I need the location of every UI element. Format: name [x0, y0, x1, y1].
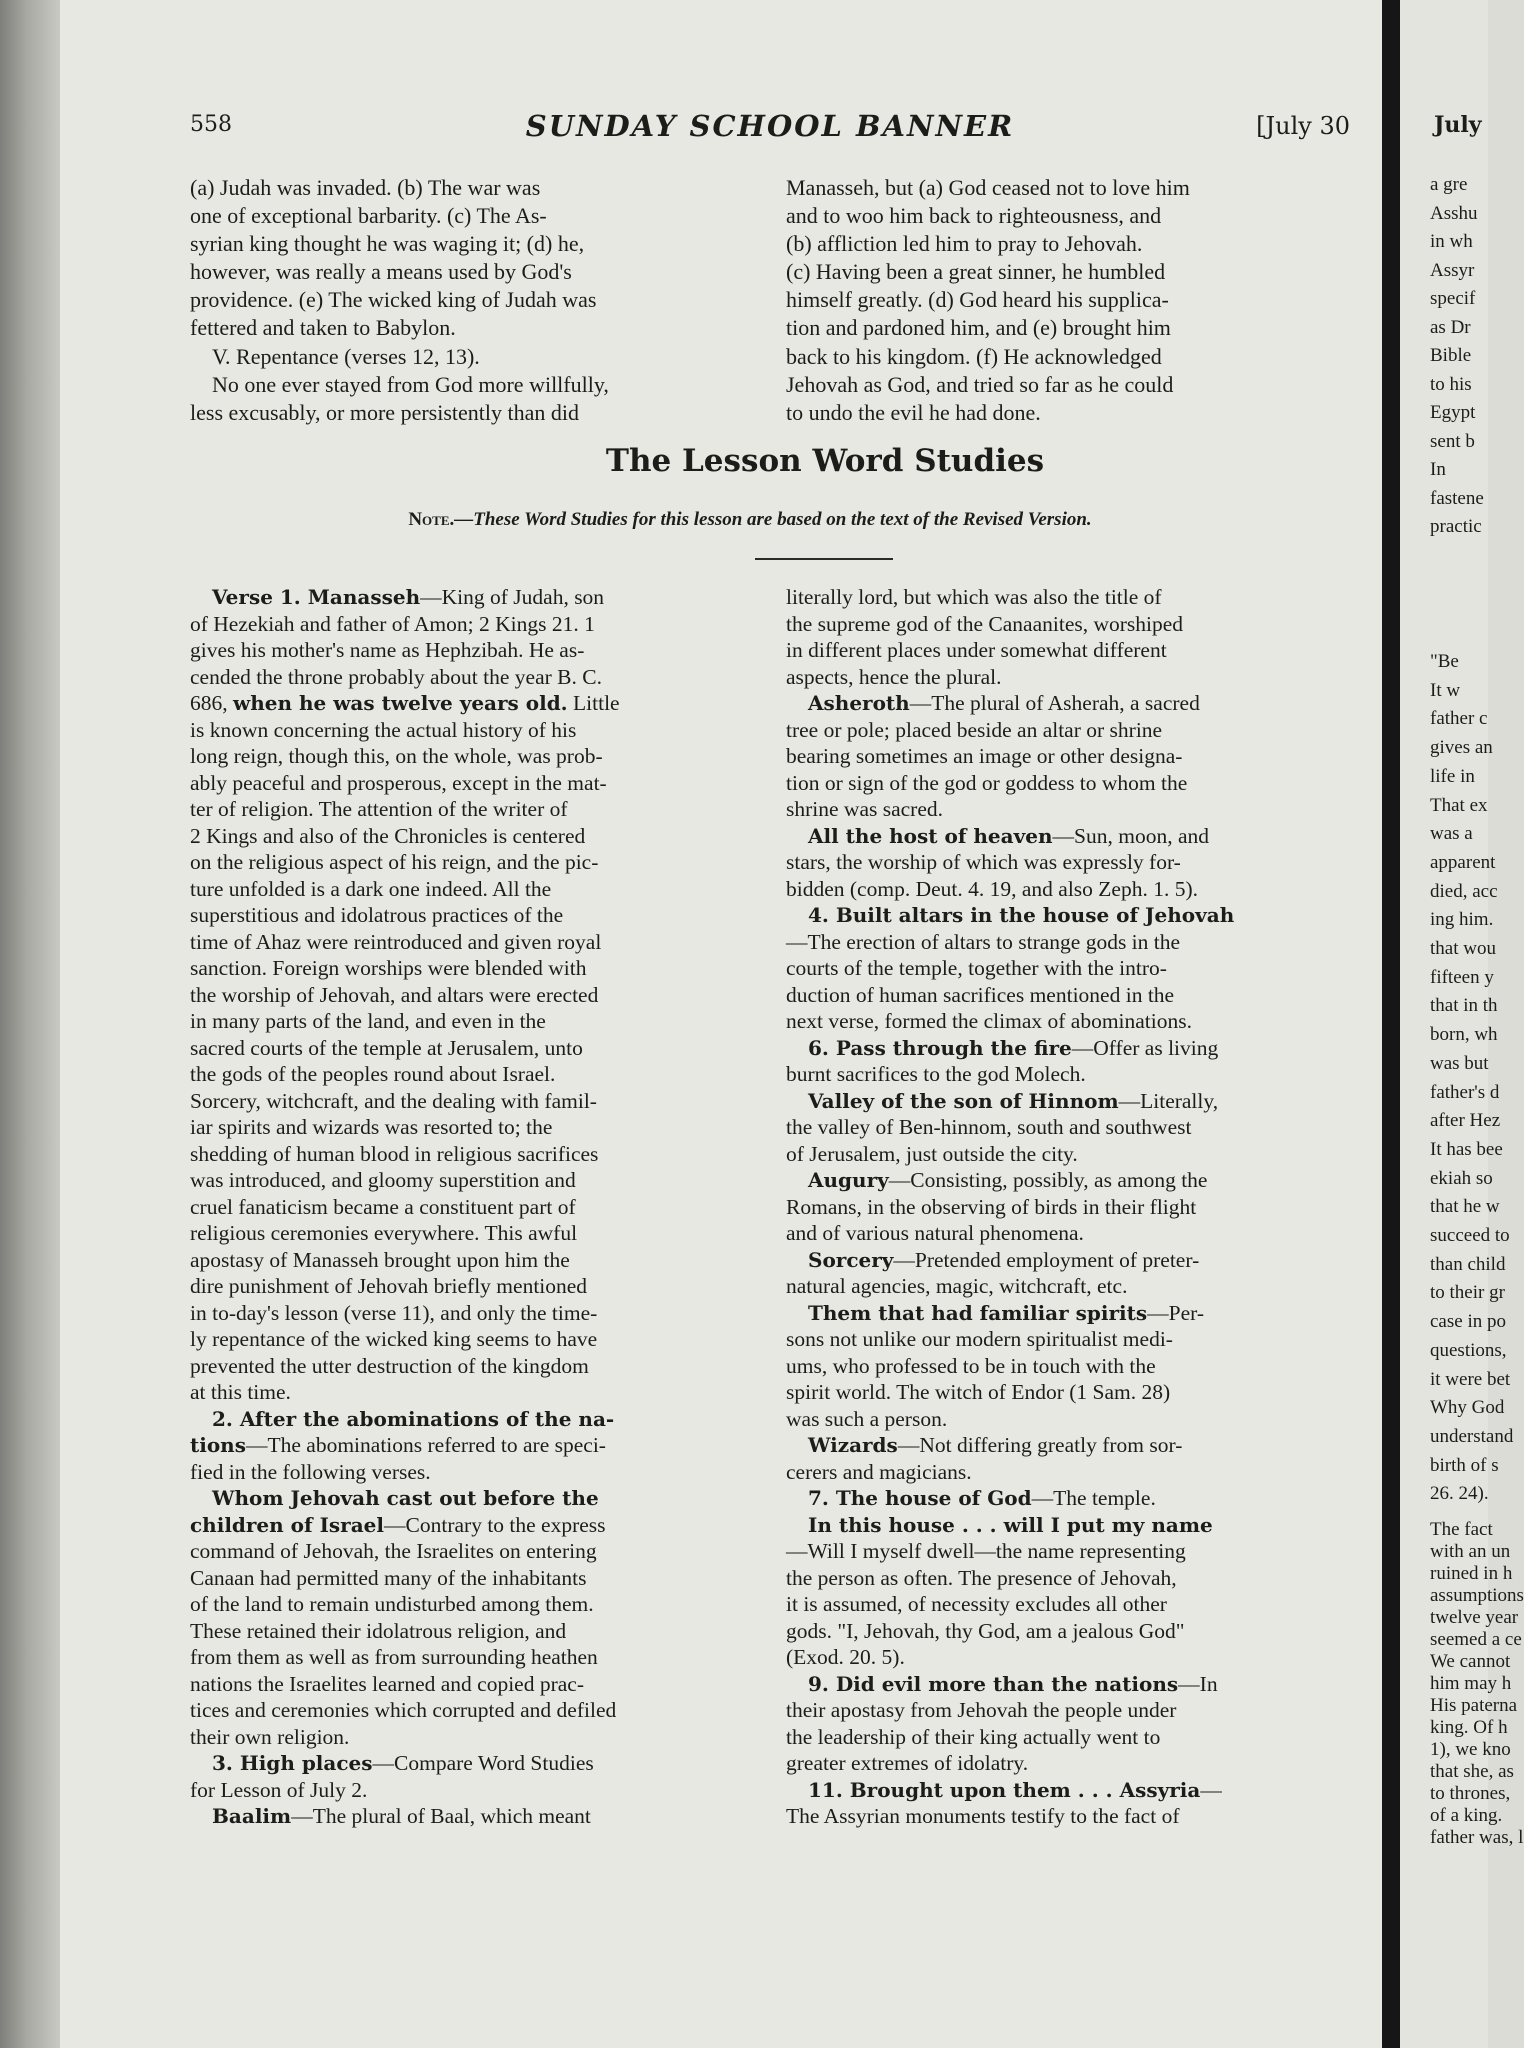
text-line: at this time.	[190, 1380, 291, 1404]
facing-text-fragment: that in th	[1430, 995, 1498, 1016]
text-line: in many parts of the land, and even in the	[190, 1009, 546, 1033]
commentary-left-column	[190, 174, 750, 427]
text-line: however, was really a means used by God's	[190, 259, 572, 285]
text-line: apostasy of Manasseh brought upon him the	[190, 1247, 570, 1272]
facing-text-fragment: king. Of h	[1430, 1717, 1508, 1738]
text-line: shrine was sacred.	[786, 797, 944, 821]
text-line: the person as often. The presence of Jehovah,	[786, 1565, 1177, 1590]
text-line: bearing sometimes an image or other designa-	[786, 744, 1183, 768]
text-line: cerers and magicians.	[786, 1459, 972, 1484]
facing-text-fragment: specif	[1430, 288, 1476, 309]
facing-text-fragment: ruined in h	[1430, 1563, 1513, 1584]
text-line: is known concerning the actual history of his	[190, 717, 577, 742]
text-line: to undo the evil he had done.	[786, 399, 1041, 425]
text-line: nations the Israelites learned and copied prac-	[190, 1671, 584, 1696]
text-line: and of various natural phenomena.	[786, 1221, 1084, 1245]
text-line: cended the throne probably about the year B. C.	[190, 664, 602, 689]
facing-text-fragment: apparent	[1430, 852, 1496, 873]
page-gutter	[1382, 0, 1400, 2048]
headword: Them that had familiar spirits	[808, 1300, 1148, 1325]
text-line: for Lesson of July 2.	[190, 1777, 368, 1802]
headword: Augury	[808, 1168, 889, 1192]
text-line: tree or pole; placed beside an altar or shrine	[786, 717, 1163, 742]
text-line: time of Ahaz were reintroduced and given royal	[190, 929, 602, 954]
text-line: on the religious aspect of his reign, and the pic-	[190, 850, 599, 874]
text-line: himself greatly. (d) God heard his supplica-	[786, 287, 1169, 313]
text-line: Valley of the son of Hinnom—Literally,	[808, 1088, 1219, 1113]
facing-text-fragment: The fact	[1430, 1519, 1493, 1540]
text-line: ture unfolded is a dark one indeed. All the	[190, 876, 552, 901]
text-line: spirit world. The witch of Endor (1 Sam. 28)	[786, 1380, 1171, 1404]
text-line: of Hezekiah and father of Amon; 2 Kings 21. 1	[190, 611, 595, 636]
text-line: back to his kingdom. (f) He acknowledged	[786, 343, 1162, 369]
headword: 7. The house of God	[808, 1486, 1032, 1510]
facing-text-fragment: Egypt	[1430, 402, 1476, 423]
headword: Whom Jehovah cast out before the	[212, 1486, 599, 1510]
text-line: All the host of heaven—Sun, moon, and	[808, 823, 1209, 848]
facing-text-fragment: practic	[1430, 516, 1482, 537]
facing-text-fragment: died, acc	[1430, 881, 1498, 902]
text-line: long reign, though this, on the whole, was prob-	[190, 744, 603, 768]
text-line: 686, when he was twelve years old. Little	[190, 691, 620, 715]
facing-text-fragment: "Be	[1430, 651, 1459, 672]
word-studies-right-column	[786, 584, 1346, 1830]
text-line: 11. Brought upon them . . . Assyria—	[808, 1777, 1222, 1802]
facing-text-fragment: ekiah so	[1430, 1168, 1493, 1189]
text-line: less excusably, or more persistently than did	[190, 399, 579, 425]
text-line: burnt sacrifices to the god Molech.	[786, 1062, 1086, 1086]
issue-date: [July 30	[1256, 112, 1350, 140]
facing-text-fragment: born, wh	[1430, 1024, 1498, 1045]
headword: children of Israel	[190, 1512, 385, 1537]
text-line: Sorcery—Pretended employment of preter-	[808, 1247, 1200, 1272]
text-line: was introduced, and gloomy superstition and	[190, 1168, 576, 1192]
text-line: was such a person.	[786, 1406, 948, 1431]
text-line: fied in the following verses.	[190, 1459, 431, 1484]
facing-text-fragment: as Dr	[1430, 317, 1471, 338]
text-line: their own religion.	[190, 1724, 350, 1749]
headword: 4. Built altars in the house of Jehovah	[808, 903, 1235, 927]
headword: Valley of the son of Hinnom	[808, 1088, 1119, 1113]
facing-text-fragment: to his	[1430, 374, 1472, 395]
text-line: Baalim—The plural of Baal, which meant	[212, 1804, 591, 1828]
facing-text-fragment: after Hez	[1430, 1110, 1501, 1131]
facing-text-fragment: In	[1430, 459, 1446, 480]
facing-text-fragment: It w	[1430, 680, 1461, 701]
text-line: sons not unlike our modern spiritualist medi-	[786, 1327, 1173, 1351]
text-line: fettered and taken to Babylon.	[190, 315, 456, 341]
facing-text-fragment: father's d	[1430, 1082, 1500, 1103]
text-line: tion or sign of the god or goddess to whom the	[786, 770, 1188, 795]
facing-text-fragment: gives an	[1430, 737, 1493, 758]
text-line: Verse 1. Manasseh—King of Judah, son	[212, 585, 605, 609]
text-line: providence. (e) The wicked king of Judah was	[190, 287, 597, 313]
text-line: the gods of the peoples round about Israel.	[190, 1062, 556, 1086]
text-line: gods. "I, Jehovah, thy God, am a jealous God"	[786, 1618, 1185, 1643]
text-line: aspects, hence the plural.	[786, 664, 1002, 689]
headword: Verse 1. Manasseh	[212, 585, 421, 609]
facing-text-fragment: sent b	[1430, 431, 1475, 452]
text-line: courts of the temple, together with the intro-	[786, 956, 1167, 980]
page-number: 558	[190, 112, 232, 137]
text-line: bidden (comp. Deut. 4. 19, and also Zeph. 1. 5).	[786, 876, 1198, 901]
text-line	[190, 1406, 750, 1433]
text-line: the worship of Jehovah, and altars were erected	[190, 982, 599, 1007]
facing-text-fragment: succeed to	[1430, 1225, 1510, 1246]
text-line: Manasseh, but (a) God ceased not to love him	[786, 175, 1190, 200]
facing-running-head: July	[1434, 112, 1482, 138]
headword: 11. Brought upon them . . . Assyria	[808, 1777, 1201, 1802]
headword: All the host of heaven	[808, 823, 1053, 848]
facing-text-fragment: Bible	[1430, 345, 1472, 366]
facing-text-fragment: fastene	[1430, 488, 1484, 509]
facing-text-fragment: was a	[1430, 823, 1473, 844]
text-line	[786, 902, 1346, 929]
facing-text-fragment: assumptions	[1430, 1585, 1524, 1606]
facing-text-fragment: twelve year	[1430, 1607, 1519, 1628]
headword: Sorcery	[808, 1247, 894, 1272]
text-line: —The erection of altars to strange gods in the	[786, 929, 1181, 954]
facing-text-fragment: His paterna	[1430, 1695, 1518, 1716]
facing-text-fragment: life in	[1430, 766, 1475, 787]
text-line: the leadership of their king actually went to	[786, 1724, 1161, 1749]
facing-text-fragment: ing him.	[1430, 909, 1494, 930]
text-line: their apostasy from Jehovah the people under	[786, 1698, 1177, 1722]
text-line: 7. The house of God—The temple.	[808, 1486, 1156, 1510]
facing-text-fragment: 26. 24).	[1430, 1483, 1489, 1504]
text-line: These retained their idolatrous religion, and	[190, 1618, 567, 1643]
facing-text-fragment: Asshu	[1430, 203, 1478, 224]
note-text: —These Word Studies for this lesson are based on the text of the Revised Version.	[454, 509, 1092, 530]
text-line: dire punishment of Jehovah briefly mentioned	[190, 1274, 588, 1298]
facing-text-fragment: with an un	[1430, 1541, 1511, 1562]
headword: tions	[190, 1433, 246, 1457]
text-line: duction of human sacrifices mentioned in the	[786, 982, 1175, 1007]
headword: Wizards	[808, 1433, 898, 1457]
text-line: (c) Having been a great sinner, he humbled	[786, 259, 1166, 285]
text-line	[190, 1485, 750, 1512]
text-line: it is assumed, of necessity excludes all other	[786, 1592, 1167, 1616]
text-line: the valley of Ben-hinnom, south and southwest	[786, 1115, 1192, 1139]
facing-text-fragment: questions,	[1430, 1340, 1507, 1361]
text-line: cruel fanaticism became a constituent part of	[190, 1194, 576, 1219]
text-line: The Assyrian monuments testify to the fact of	[786, 1804, 1180, 1828]
headword: Asheroth	[808, 691, 910, 715]
facing-text-fragment: was but	[1430, 1053, 1489, 1074]
facing-text-fragment: Why God	[1430, 1397, 1505, 1418]
text-line: 9. Did evil more than the nations—In	[808, 1671, 1218, 1696]
commentary-right-column	[786, 174, 1346, 427]
headword: Baalim	[212, 1804, 292, 1828]
running-head	[190, 109, 1350, 146]
text-line: stars, the worship of which was expressly for-	[786, 850, 1181, 874]
text-line: ably peaceful and prosperous, except in the mat-	[190, 770, 607, 795]
headword: In this house . . . will I put my name	[808, 1512, 1213, 1537]
text-line: from them as well as from surrounding heathen	[190, 1645, 598, 1669]
facing-text-fragment: that wou	[1430, 938, 1496, 959]
text-line: natural agencies, magic, witchcraft, etc.	[786, 1274, 1128, 1298]
facing-text-fragment: of a king.	[1430, 1805, 1503, 1826]
text-line: —Will I myself dwell—the name representing	[786, 1539, 1186, 1563]
facing-text-fragment: We cannot	[1430, 1651, 1511, 1672]
text-line: of Jerusalem, just outside the city.	[786, 1141, 1078, 1166]
note-label: Note.	[408, 509, 455, 530]
facing-text-fragment: to their gr	[1430, 1282, 1505, 1303]
text-line: Them that had familiar spirits—Per-	[808, 1300, 1205, 1325]
text-line: in to-day's lesson (verse 11), and only the time-	[190, 1300, 598, 1325]
text-line: Romans, in the observing of birds in their flight	[786, 1194, 1197, 1219]
text-line: 2 Kings and also of the Chronicles is centered	[190, 823, 586, 848]
text-line: ums, who professed to be in touch with the	[786, 1353, 1156, 1378]
text-line: gives his mother's name as Hephzibah. He as-	[190, 638, 585, 662]
text-line: Jehovah as God, and tried so far as he could	[786, 371, 1174, 397]
facing-text-fragment: a gre	[1430, 174, 1468, 195]
facing-text-fragment: in wh	[1430, 231, 1473, 252]
text-line: children of Israel—Contrary to the express	[190, 1512, 606, 1537]
facing-text-fragment: to thrones,	[1430, 1783, 1511, 1804]
text-line: prevented the utter destruction of the kingdom	[190, 1353, 589, 1378]
text-line: (a) Judah was invaded. (b) The war was	[190, 175, 541, 200]
facing-text-fragment: case in po	[1430, 1311, 1506, 1332]
facing-text-fragment: him may h	[1430, 1673, 1512, 1694]
facing-text-fragment: birth of s	[1430, 1455, 1499, 1476]
text-line: ter of religion. The attention of the writer of	[190, 797, 568, 821]
text-line: Wizards—Not differing greatly from sor-	[808, 1433, 1183, 1457]
text-line: No one ever stayed from God more willfully,	[212, 371, 609, 397]
facing-text-fragment: than child	[1430, 1254, 1506, 1275]
facing-text-fragment: fifteen y	[1430, 967, 1494, 988]
publication-title: SUNDAY SCHOOL BANNER	[525, 109, 1015, 143]
text-line: shedding of human blood in religious sacrifices	[190, 1141, 599, 1166]
facing-text-fragment: that she, as	[1430, 1761, 1514, 1782]
facing-text-fragment: 1), we kno	[1430, 1739, 1511, 1760]
text-line: Asheroth—The plural of Asherah, a sacred	[808, 691, 1200, 715]
outline-heading: V. Repentance (verses 12, 13).	[212, 343, 480, 369]
facing-text-fragment: seemed a ce	[1430, 1629, 1522, 1650]
word-studies-left-column	[190, 584, 750, 1830]
text-line: the supreme god of the Canaanites, worshiped	[786, 611, 1184, 636]
text-line: tions—The abominations referred to are speci-	[190, 1433, 606, 1457]
text-line: sanction. Foreign worships were blended with	[190, 956, 587, 980]
facing-text-fragment: It has bee	[1430, 1139, 1503, 1160]
text-line: in different places under somewhat different	[786, 638, 1167, 662]
text-line: greater extremes of idolatry.	[786, 1751, 1029, 1775]
text-line	[786, 1512, 1346, 1539]
headword: when he was twelve years old.	[233, 691, 568, 715]
headword: 9. Did evil more than the nations	[808, 1671, 1179, 1696]
text-line: Canaan had permitted many of the inhabitants	[190, 1565, 587, 1590]
text-line: 6. Pass through the fire—Offer as living	[808, 1035, 1219, 1060]
facing-text-fragment: it were bet	[1430, 1369, 1511, 1390]
text-line: and to woo him back to righteousness, and	[786, 203, 1162, 229]
text-line: (b) affliction led him to pray to Jehovah.	[786, 231, 1143, 257]
text-line: next verse, formed the climax of abominations.	[786, 1009, 1192, 1033]
text-line: 3. High places—Compare Word Studies	[212, 1751, 594, 1775]
section-note	[250, 509, 1250, 531]
text-line: (Exod. 20. 5).	[786, 1645, 905, 1669]
text-line: command of Jehovah, the Israelites on entering	[190, 1539, 597, 1563]
facing-text-fragment: father was, l	[1430, 1827, 1524, 1848]
facing-text-fragment: That ex	[1430, 795, 1488, 816]
facing-text-fragment: understand	[1430, 1426, 1514, 1447]
section-title: The Lesson Word Studies	[605, 443, 1045, 479]
text-line: Augury—Consisting, possibly, as among the	[808, 1168, 1208, 1192]
text-line: superstitious and idolatrous practices of the	[190, 903, 564, 927]
text-line: sacred courts of the temple at Jerusalem, unto	[190, 1035, 583, 1060]
facing-text-fragment: father c	[1430, 708, 1488, 729]
facing-text-fragment: that he w	[1430, 1196, 1500, 1217]
headword: 3. High places	[212, 1751, 373, 1775]
text-line: religious ceremonies everywhere. This awful	[190, 1221, 578, 1245]
headword: 2. After the abominations of the na-	[212, 1406, 615, 1431]
text-line: tices and ceremonies which corrupted and defiled	[190, 1698, 617, 1722]
text-line: of the land to remain undisturbed among them.	[190, 1592, 594, 1616]
text-line: syrian king thought he was waging it; (d) he,	[190, 231, 585, 257]
text-line: Sorcery, witchcraft, and the dealing with famil-	[190, 1088, 597, 1113]
headword: 6. Pass through the fire	[808, 1035, 1072, 1060]
book-spine	[0, 0, 60, 2048]
divider-rule	[755, 558, 893, 560]
text-line: tion and pardoned him, and (e) brought him	[786, 315, 1171, 341]
facing-text-fragment: Assyr	[1430, 260, 1475, 281]
text-line: literally lord, but which was also the title of	[786, 585, 1162, 609]
text-line: ly repentance of the wicked king seems to have	[190, 1327, 598, 1351]
text-line: iar spirits and wizards was resorted to; the	[190, 1115, 553, 1139]
text-line: one of exceptional barbarity. (c) The As-	[190, 203, 547, 229]
facing-page	[1400, 0, 1524, 2048]
